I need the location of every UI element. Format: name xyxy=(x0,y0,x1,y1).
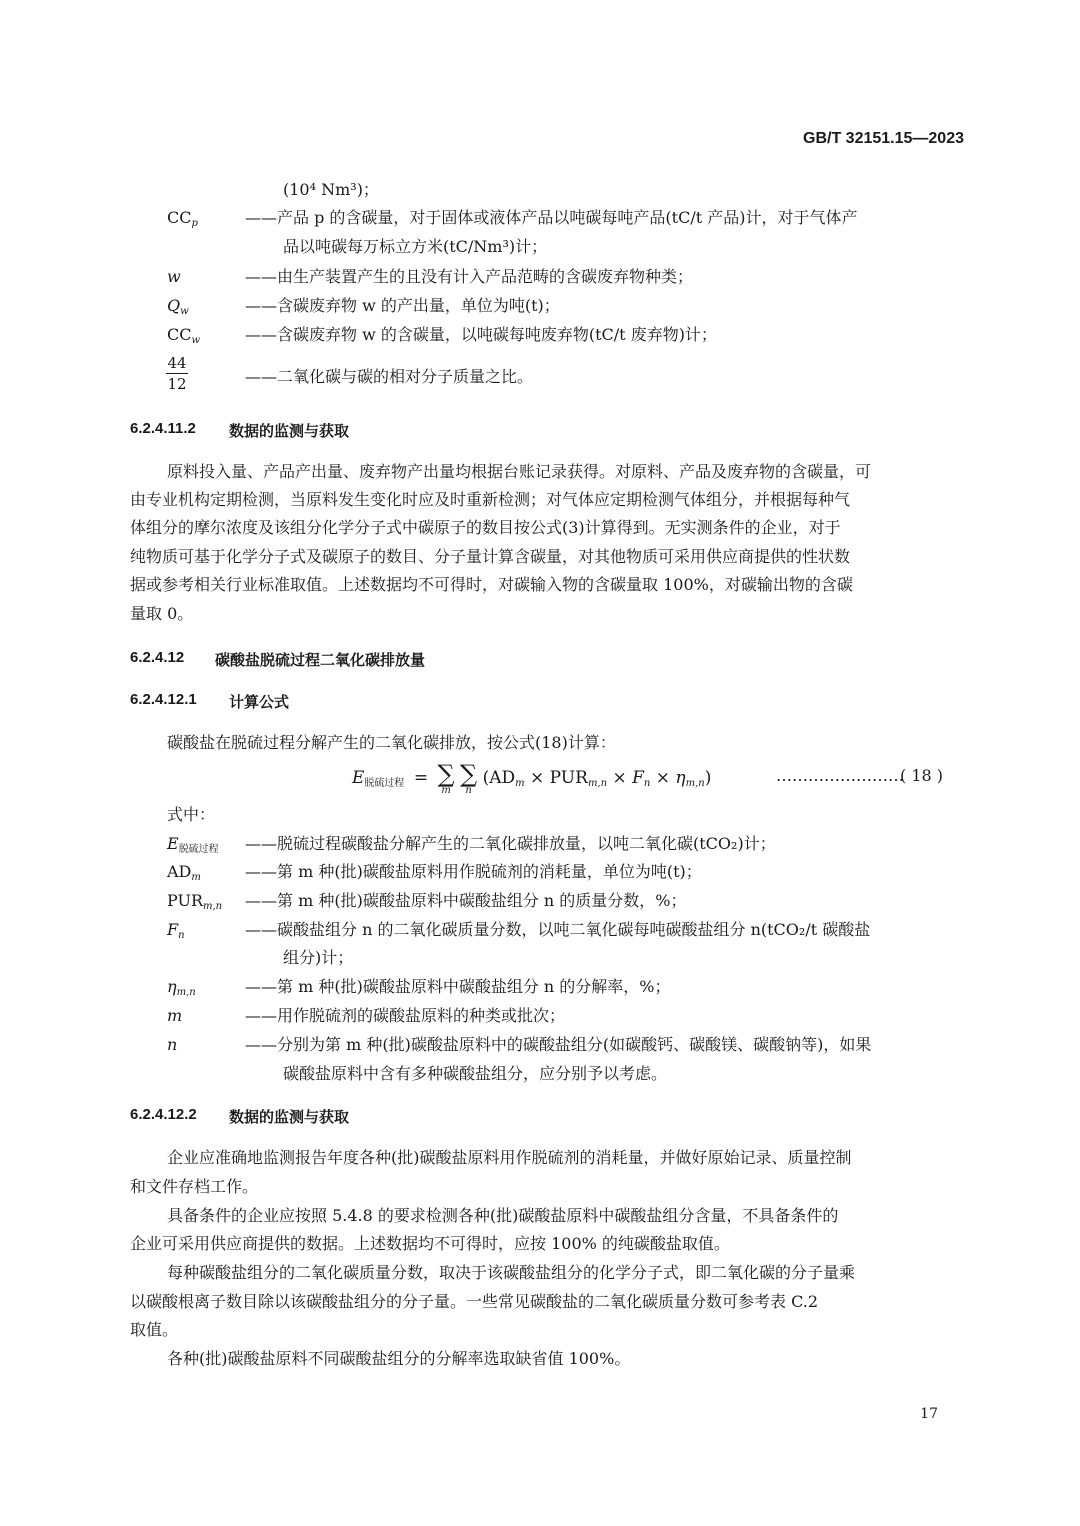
def-symbol-ccp: $CC_p$ xyxy=(167,208,198,229)
formula-intro: 碳酸盐在脱硫过程分解产生的二氧化碳排放，按公式(18)计算： xyxy=(167,733,616,752)
fraction-numerator: 44 xyxy=(167,354,187,372)
formula-leader-dots: …………………… xyxy=(776,766,904,785)
def-continuation: (10⁴ Nm³)； xyxy=(283,180,379,199)
paragraph-line: 具备条件的企业应按照 5.4.8 的要求检测各种(批)碳酸盐原料中碳酸盐组分含量，不具备条件的 xyxy=(167,1206,839,1225)
def-text-n-line2: 碳酸盐原料中含有多种碳酸盐组分，应分别予以考虑。 xyxy=(283,1064,668,1083)
formula-18 xyxy=(352,762,711,796)
def-symbol-m: m xyxy=(167,1006,183,1025)
section-6-2-4-12-2-number: 6.2.4.12.2 xyxy=(130,1106,197,1123)
def-text-w: ——由生产装置产生的且没有计入产品范畴的含碳废弃物种类； xyxy=(245,267,694,286)
section-6-2-4-12-number: 6.2.4.12 xyxy=(130,649,185,666)
section-6-2-4-12-1-number: 6.2.4.12.1 xyxy=(130,691,197,708)
def-text-ccp-line1: ——产品 p 的含碳量，对于固体或液体产品以吨碳每吨产品(tC/t 产品)计，对于气体产 xyxy=(245,208,858,227)
formula-sum-n: ∑ n xyxy=(460,760,478,796)
paragraph-line: 各种(批)碳酸盐原料不同碳酸盐组分的分解率选取缺省值 100%。 xyxy=(167,1349,631,1368)
def-symbol-n: n xyxy=(167,1035,178,1054)
def-text-ccw: ——含碳废弃物 w 的含碳量，以吨碳每吨废弃物(tC/t 废弃物)计； xyxy=(245,325,717,344)
def-symbol-ccw: $CC_w$ xyxy=(167,325,201,346)
page-number: 17 xyxy=(920,1406,938,1422)
formula-equals: = xyxy=(413,768,429,788)
paragraph-line: 纯物质可基于化学分子式及碳原子的数目、分子量计算含碳量，对其他物质可采用供应商提供的性状数 xyxy=(130,547,851,566)
paragraph-line: 原料投入量、产品产出量、废弃物产出量均根据台账记录获得。对原料、产品及废弃物的含碳量，可 xyxy=(167,462,872,481)
paragraph-line: 以碳酸根离子数目除以该碳酸盐组分的分子量。一些常见碳酸盐的二氧化碳质量分数可参考表 C.2 xyxy=(130,1292,819,1311)
section-6-2-4-12-title: 碳酸盐脱硫过程二氧化碳排放量 xyxy=(215,652,426,669)
paragraph-line: 由专业机构定期检测，当原料发生变化时应及时重新检测；对气体应定期检测气体组分，并根据每种气 xyxy=(130,490,851,509)
formula-lhs-sub: 脱硫过程 xyxy=(364,778,405,789)
section-6-2-4-11-2-number: 6.2.4.11.2 xyxy=(130,420,196,437)
def-symbol-f: $F_n$ xyxy=(167,920,185,941)
def-text-ccp-line2: 品以吨碳每万标立方米(tC/Nm³)计； xyxy=(283,237,548,256)
formula-number: ( 18 ) xyxy=(900,766,944,785)
def-text-f-line1: ——碳酸盐组分 n 的二氧化碳质量分数，以吨二氧化碳每吨碳酸盐组分 n(tCO₂/t 碳酸盐 xyxy=(245,920,871,939)
section-6-2-4-11-2-title: 数据的监测与获取 xyxy=(229,423,350,440)
fraction-44-12 xyxy=(166,354,188,393)
formula-sum-m: ∑ m xyxy=(437,760,455,796)
def-text-n-line1: ——分别为第 m 种(批)碳酸盐原料中的碳酸盐组分(如碳酸钙、碳酸镁、碳酸钠等)，如果 xyxy=(245,1035,872,1054)
def-symbol-w: w xyxy=(167,267,181,286)
def-symbol-eta: $\eta_{m,n}$ xyxy=(167,977,196,998)
fraction-denominator: 12 xyxy=(167,375,187,393)
formula-lhs: E xyxy=(352,768,365,788)
paragraph-line: 体组分的摩尔浓度及该组分化学分子式中碳原子的数目按公式(3)计算得到。无实测条件的企业，对于 xyxy=(130,518,841,537)
paragraph-line: 量取 0。 xyxy=(130,604,194,623)
def-symbol-pur: $PUR_{m,n}$ xyxy=(167,891,223,912)
formula-body: $(AD_m \times PUR_{m,n} \times F_n \times \eta_{m,n})$ xyxy=(482,768,712,789)
def-text-m: ——用作脱硫剂的碳酸盐原料的种类或批次； xyxy=(245,1006,566,1025)
paragraph-line: 取值。 xyxy=(130,1320,179,1339)
def-text-qw: ——含碳废弃物 w 的产出量，单位为吨(t)； xyxy=(245,296,560,315)
def-text-ad: ——第 m 种(批)碳酸盐原料用作脱硫剂的消耗量，单位为吨(t)； xyxy=(245,862,702,881)
where-label: 式中： xyxy=(167,805,216,824)
def-text-f-line2: 组分)计； xyxy=(283,948,354,967)
section-6-2-4-12-2-title: 数据的监测与获取 xyxy=(229,1109,350,1126)
def-text-fraction: ——二氧化碳与碳的相对分子质量之比。 xyxy=(245,367,534,386)
def-text-e: ——脱硫过程碳酸盐分解产生的二氧化碳排放量，以吨二氧化碳(tCO₂)计； xyxy=(245,834,776,853)
paragraph-line: 每种碳酸盐组分的二氧化碳质量分数，取决于该碳酸盐组分的化学分子式，即二氧化碳的分子量乘 xyxy=(167,1263,856,1282)
def-text-pur: ——第 m 种(批)碳酸盐原料中碳酸盐组分 n 的质量分数，%； xyxy=(245,891,687,910)
paragraph-line: 据或参考相关行业标准取值。上述数据均不可得时，对碳输入物的含碳量取 100%，对碳输出物的含碳 xyxy=(130,575,853,594)
def-symbol-e: $E_{脱硫过程}$ xyxy=(167,834,219,855)
def-text-eta: ——第 m 种(批)碳酸盐原料中碳酸盐组分 n 的分解率，%； xyxy=(245,977,671,996)
paragraph-line: 和文件存档工作。 xyxy=(130,1177,259,1196)
fraction-bar xyxy=(166,373,188,374)
paragraph-line: 企业应准确地监测报告年度各种(批)碳酸盐原料用作脱硫剂的消耗量，并做好原始记录、质量控制 xyxy=(167,1148,852,1167)
def-symbol-ad: $AD_m$ xyxy=(167,862,201,883)
standard-number: GB/T 32151.15—2023 xyxy=(803,130,964,147)
def-symbol-qw: $Q_w$ xyxy=(167,296,189,317)
section-6-2-4-12-1-title: 计算公式 xyxy=(229,694,290,711)
paragraph-line: 企业可采用供应商提供的数据。上述数据均不可得时，应按 100% 的纯碳酸盐取值。 xyxy=(130,1234,730,1253)
